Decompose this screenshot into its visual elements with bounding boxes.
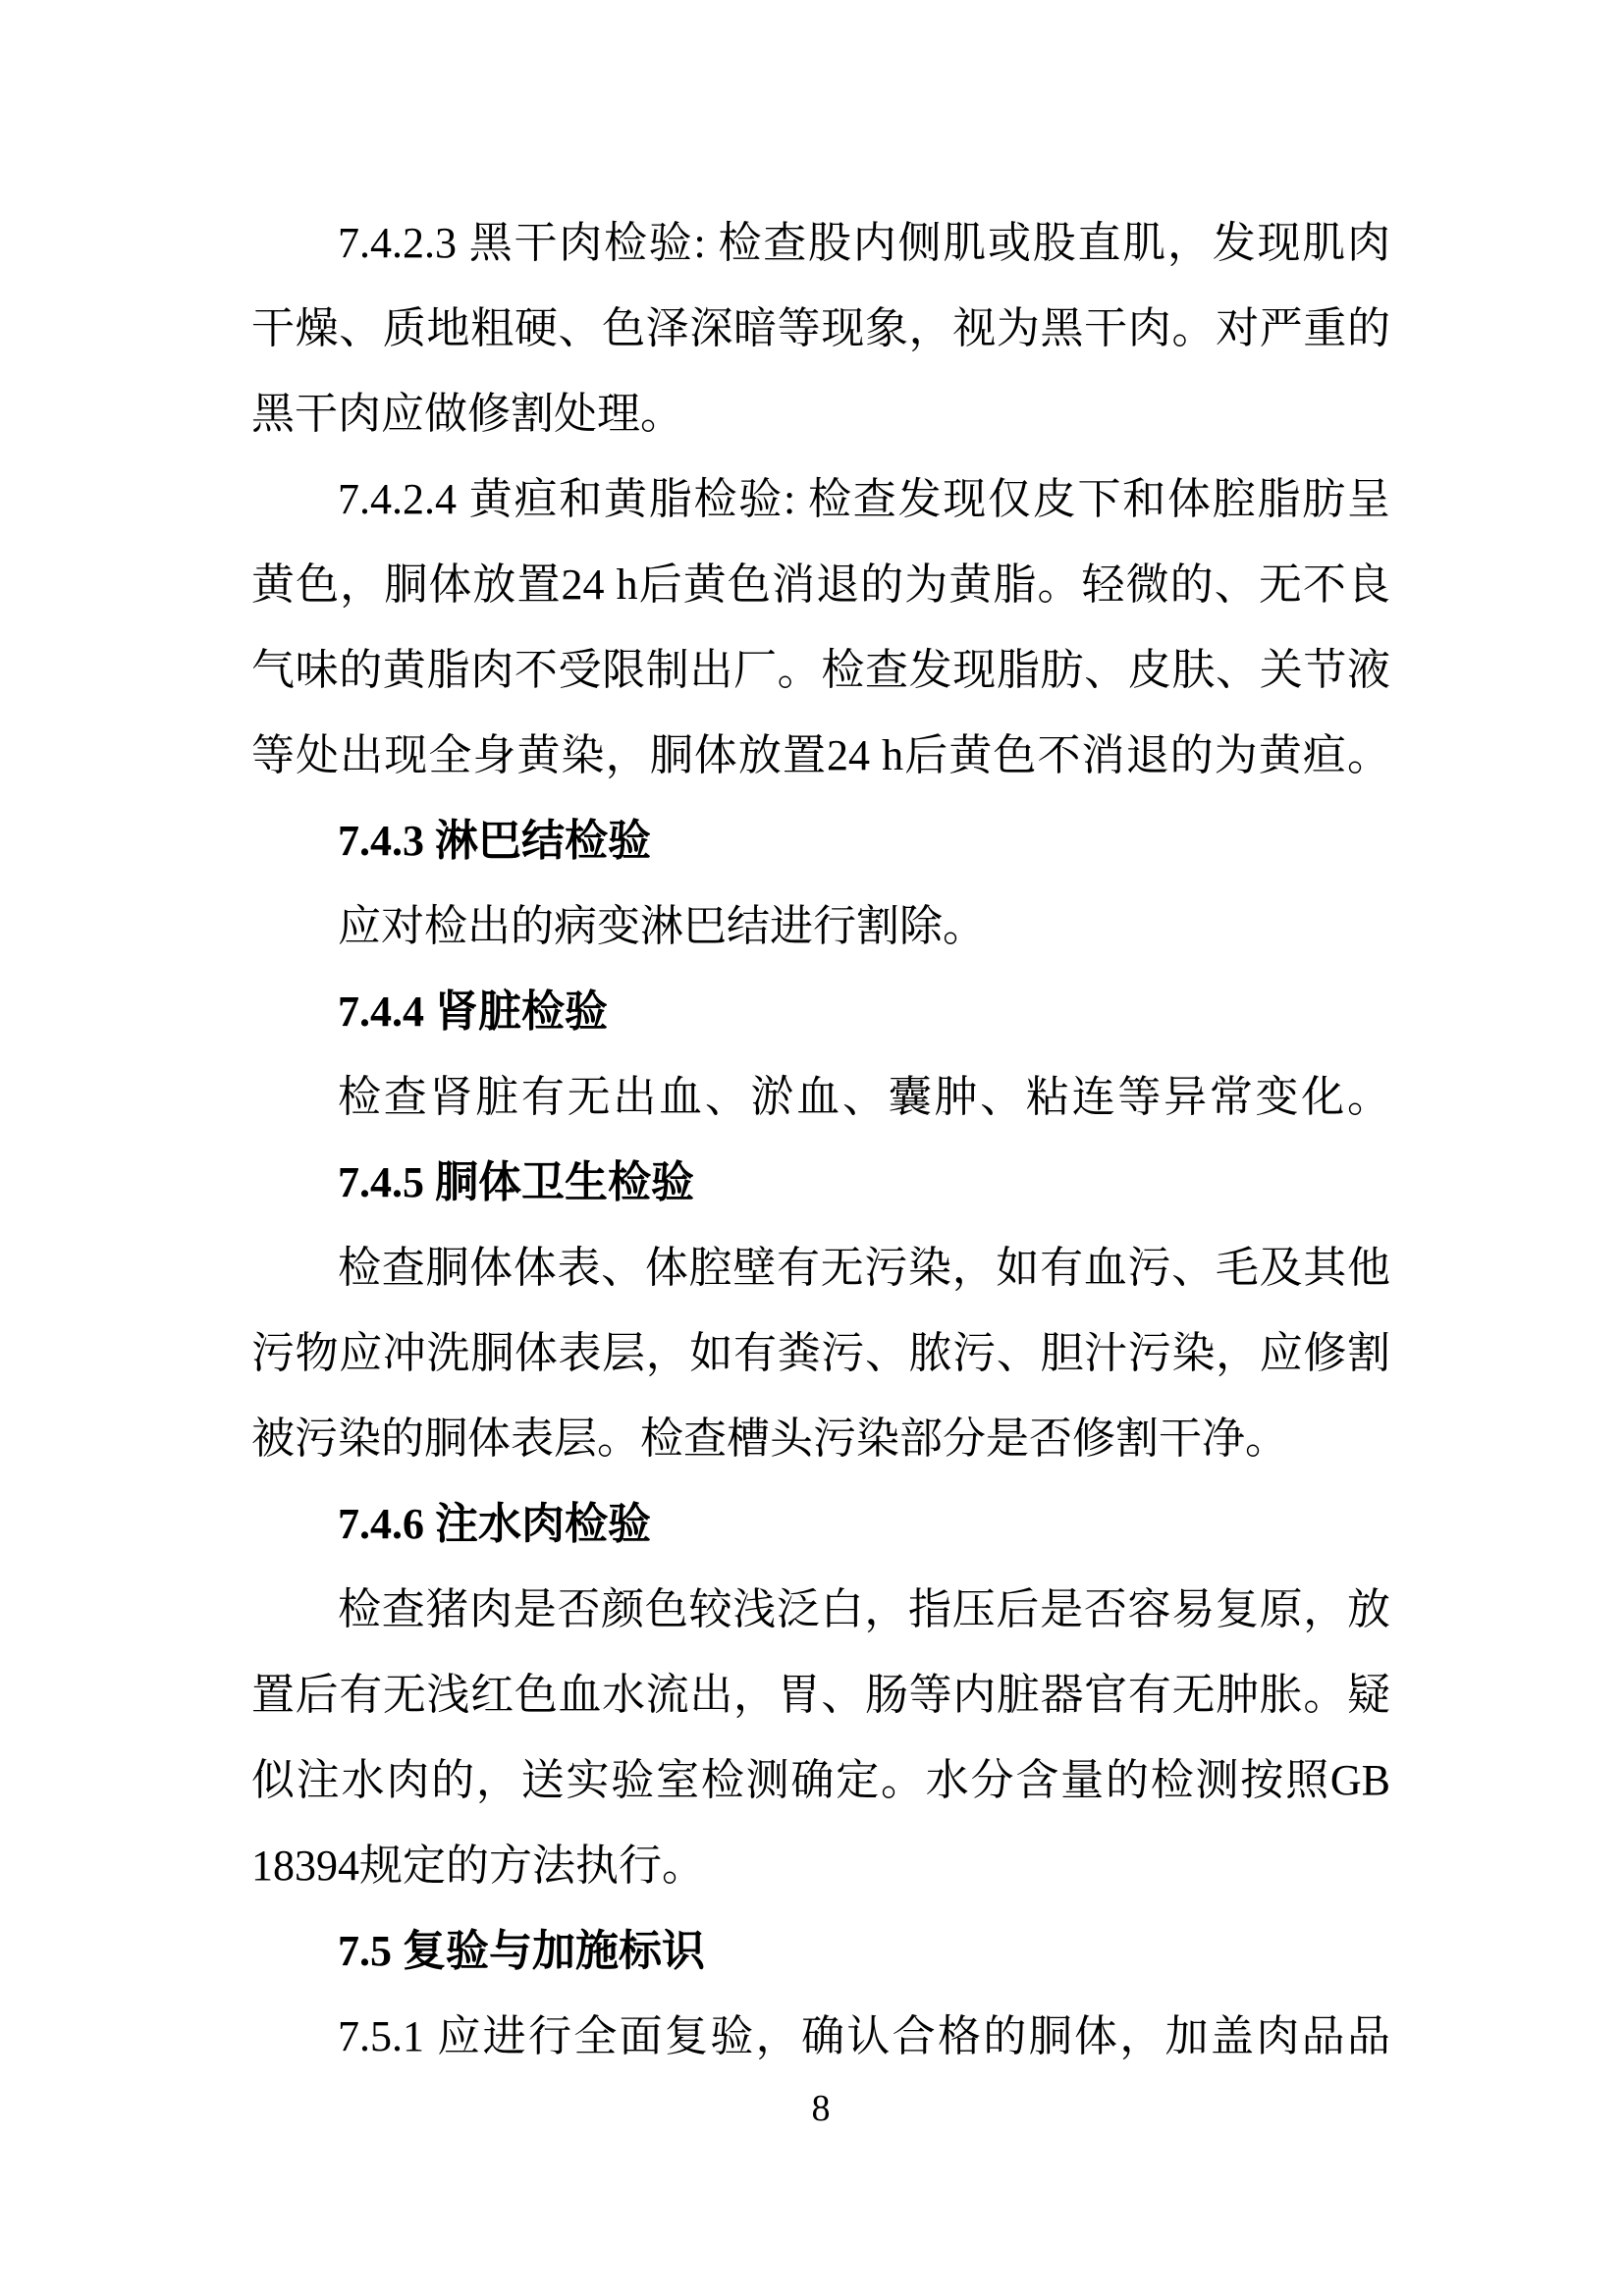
section-heading: 7.4.6 注水肉检验 [338, 1500, 651, 1548]
body-text-line: 污物应冲洗胴体表层，如有粪污、脓污、胆汁污染，应修割 [251, 1329, 1390, 1377]
body-text-line: 7.4.2.3 黑干肉检验: 检查股内侧肌或股直肌，发现肌肉 [338, 219, 1390, 267]
body-text-line: 似注水肉的，送实验室检测确定。水分含量的检测按照GB [251, 1756, 1390, 1804]
body-text-line: 被污染的胴体表层。检查槽头污染部分是否修割干净。 [251, 1415, 1288, 1463]
body-text-line: 7.4.2.4 黄疸和黄脂检验: 检查发现仅皮下和体腔脂肪呈 [338, 475, 1390, 523]
body-text-line: 检查猪肉是否颜色较浅泛白，指压后是否容易复原，放 [338, 1585, 1390, 1633]
body-text-line: 应对检出的病变淋巴结进行割除。 [338, 902, 986, 950]
section-heading: 7.4.5 胴体卫生检验 [338, 1158, 694, 1206]
section-heading: 7.5 复验与加施标识 [338, 1927, 705, 1975]
body-text-line: 检查胴体体表、体腔壁有无污染，如有血污、毛及其他 [338, 1244, 1390, 1292]
body-text-line: 7.5.1 应进行全面复验，确认合格的胴体，加盖肉品品 [338, 2012, 1390, 2060]
section-heading: 7.4.4 肾脏检验 [338, 988, 608, 1036]
body-text-line: 等处出现全身黄染，胴体放置24 h后黄色不消退的为黄疸。 [251, 731, 1390, 779]
page-number: 8 [811, 2088, 831, 2129]
body-text-line: 黄色，胴体放置24 h后黄色消退的为黄脂。轻微的、无不良 [251, 561, 1390, 609]
section-heading: 7.4.3 淋巴结检验 [338, 817, 651, 865]
document-body [251, 200, 1390, 2079]
body-text-line: 干燥、质地粗硬、色泽深暗等现象，视为黑干肉。对严重的 [251, 304, 1390, 352]
body-text-line: 置后有无浅红色血水流出，胃、肠等内脏器官有无肿胀。疑 [251, 1671, 1390, 1719]
body-text-line: 气味的黄脂肉不受限制出厂。检查发现脂肪、皮肤、关节液 [251, 646, 1390, 694]
body-text-line: 黑干肉应做修割处理。 [251, 390, 683, 438]
body-text-line: 18394规定的方法执行。 [251, 1842, 705, 1890]
body-text-line: 检查肾脏有无出血、淤血、囊肿、粘连等异常变化。 [338, 1073, 1390, 1121]
